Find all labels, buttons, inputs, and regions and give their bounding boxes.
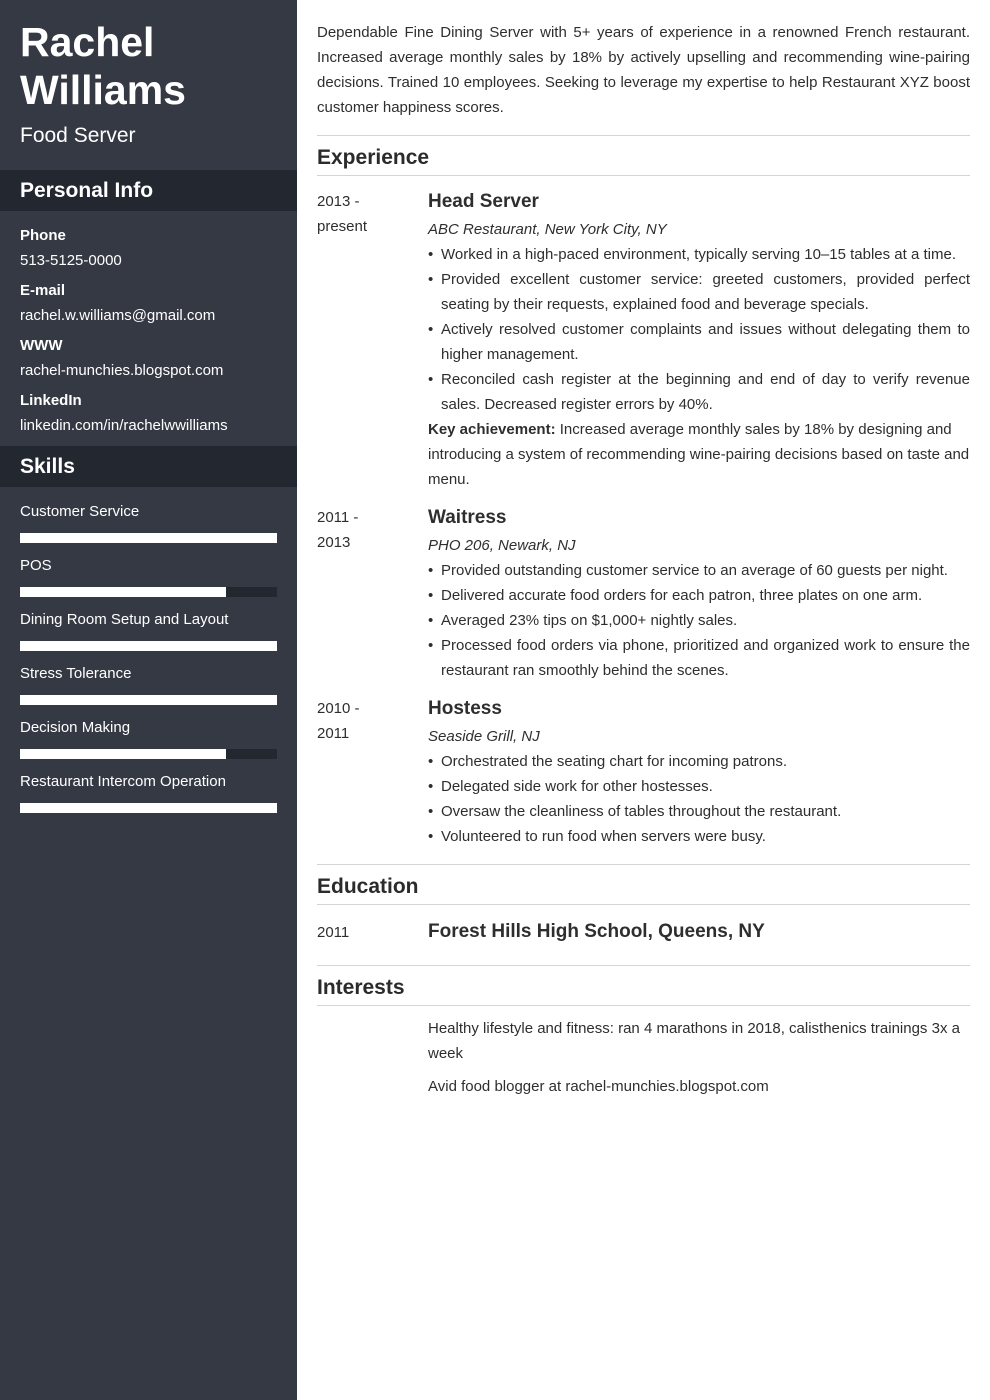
skill-bar-fill xyxy=(20,587,226,597)
key-achievement xyxy=(428,417,970,492)
phone-item xyxy=(20,225,277,272)
skill-item xyxy=(0,502,297,543)
skill-item xyxy=(0,556,297,597)
responsibility-item: • Provided outstanding customer service to an average of 60 guests per night. xyxy=(428,558,970,583)
last-name: Williams xyxy=(20,67,186,113)
skill-name: Customer Service xyxy=(20,503,140,520)
skill-name: Stress Tolerance xyxy=(20,665,132,682)
school-name: Forest Hills High School, Queens, NY xyxy=(428,921,765,942)
responsibility-item: • Provided excellent customer service: greeted customers, provided perfect seating by their requests, explained food and beverage specials. xyxy=(428,267,970,317)
phone-value: 513-5125-0000 xyxy=(20,252,122,269)
responsibility-list xyxy=(428,749,970,849)
linkedin-item xyxy=(20,390,277,437)
email-item xyxy=(20,280,277,327)
education-entry xyxy=(317,919,970,945)
job-title: Waitress xyxy=(428,507,507,528)
responsibility-item: • Averaged 23% tips on $1,000+ nightly sales. xyxy=(428,608,970,633)
email-value: rachel.w.williams@gmail.com xyxy=(20,307,216,324)
candidate-name xyxy=(0,0,297,114)
date-end: 2011 xyxy=(317,725,350,742)
skill-item xyxy=(0,610,297,651)
experience-entry xyxy=(317,505,970,683)
skill-bar xyxy=(20,641,277,651)
skill-name: POS xyxy=(20,557,52,574)
responsibility-item: • Orchestrated the seating chart for incoming patrons. xyxy=(428,749,970,774)
skill-name: Decision Making xyxy=(20,719,131,736)
achievement-text: Increased average monthly sales by 18% by designing and introducing a system of recommending wine-pairing decisions based on taste and menu. xyxy=(428,421,970,488)
experience-heading: Experience xyxy=(317,135,970,176)
experience-entry xyxy=(317,696,970,849)
entry-date xyxy=(317,505,428,683)
interest-item: Healthy lifestyle and fitness: ran 4 marathons in 2018, calisthenics trainings 3x a week xyxy=(428,1020,960,1062)
responsibility-item: • Actively resolved customer complaints and issues without delegating them to higher management. xyxy=(428,317,970,367)
education-date: 2011 xyxy=(317,924,350,941)
linkedin-value: linkedin.com/in/rachelwwilliams xyxy=(20,417,228,434)
responsibility-item: • Worked in a high-paced environment, typically serving 10–15 tables at a time. xyxy=(428,242,970,267)
entry-date xyxy=(317,189,428,492)
website-label: WWW xyxy=(20,337,63,354)
skill-bar-fill xyxy=(20,533,277,543)
job-title: Hostess xyxy=(428,698,502,719)
entry-body xyxy=(428,696,970,849)
email-label: E-mail xyxy=(20,282,66,299)
education-heading: Education xyxy=(317,864,970,905)
interests-heading: Interests xyxy=(317,965,970,1006)
responsibility-item: • Reconciled cash register at the beginning and end of day to verify revenue sales. Decreased register errors by 40%. xyxy=(428,367,970,417)
company-name: PHO 206, Newark, NJ xyxy=(428,537,576,554)
entry-body xyxy=(428,189,970,492)
company-name: ABC Restaurant, New York City, NY xyxy=(428,221,667,238)
responsibility-item: • Volunteered to run food when servers were busy. xyxy=(428,824,970,849)
entry-date xyxy=(317,696,428,849)
responsibility-list xyxy=(428,242,970,417)
job-role: Food Server xyxy=(20,124,136,147)
job-title: Head Server xyxy=(428,191,539,212)
sidebar xyxy=(0,0,297,1400)
skill-name: Dining Room Setup and Layout xyxy=(20,611,229,628)
skill-item xyxy=(0,772,297,813)
first-name: Rachel xyxy=(20,19,155,65)
main-content xyxy=(317,0,970,1107)
entry-body xyxy=(428,505,970,683)
skill-bar xyxy=(20,695,277,705)
profile-summary: Dependable Fine Dining Server with 5+ years of experience in a renowned French restaurant. Increased average monthly sales by 18% by actively upselling and recommending wine-pairing decisions. Trained 10 employees. Seeking to leverage my expertise to help Restaurant XYZ boost customer happiness scores. xyxy=(317,24,970,116)
responsibility-list xyxy=(428,558,970,683)
company-name: Seaside Grill, NJ xyxy=(428,728,540,745)
responsibility-item: • Oversaw the cleanliness of tables throughout the restaurant. xyxy=(428,799,970,824)
date-end: present xyxy=(317,218,368,235)
date-end: 2013 xyxy=(317,534,351,551)
date-start: 2010 - xyxy=(317,700,360,717)
interest-item: Avid food blogger at rachel-munchies.blogspot.com xyxy=(428,1078,769,1095)
skill-item xyxy=(0,718,297,759)
skill-bar-fill xyxy=(20,695,277,705)
personal-info-heading: Personal Info xyxy=(0,170,297,211)
responsibility-item: • Delivered accurate food orders for each patron, three plates on one arm. xyxy=(428,583,970,608)
personal-info xyxy=(0,211,297,437)
website-value: rachel-munchies.blogspot.com xyxy=(20,362,224,379)
skill-bar-fill xyxy=(20,641,277,651)
linkedin-label: LinkedIn xyxy=(20,392,82,409)
skills-heading: Skills xyxy=(0,446,297,487)
responsibility-item: • Processed food orders via phone, prioritized and organized work to ensure the restaurant ran smoothly behind the scenes. xyxy=(428,633,970,683)
website-item xyxy=(20,335,277,382)
date-start: 2013 - xyxy=(317,193,360,210)
responsibility-item: • Delegated side work for other hostesses. xyxy=(428,774,970,799)
skill-bar xyxy=(20,533,277,543)
phone-label: Phone xyxy=(20,227,66,244)
skills-list xyxy=(0,487,297,813)
skill-name: Restaurant Intercom Operation xyxy=(20,773,226,790)
date-start: 2011 - xyxy=(317,509,359,526)
skill-bar xyxy=(20,587,277,597)
skill-bar xyxy=(20,749,277,759)
skill-bar-fill xyxy=(20,749,226,759)
skill-bar-fill xyxy=(20,803,277,813)
skill-item xyxy=(0,664,297,705)
skill-bar xyxy=(20,803,277,813)
achievement-label: Key achievement: xyxy=(428,421,556,438)
experience-entry xyxy=(317,189,970,492)
interests-list xyxy=(428,1016,970,1099)
